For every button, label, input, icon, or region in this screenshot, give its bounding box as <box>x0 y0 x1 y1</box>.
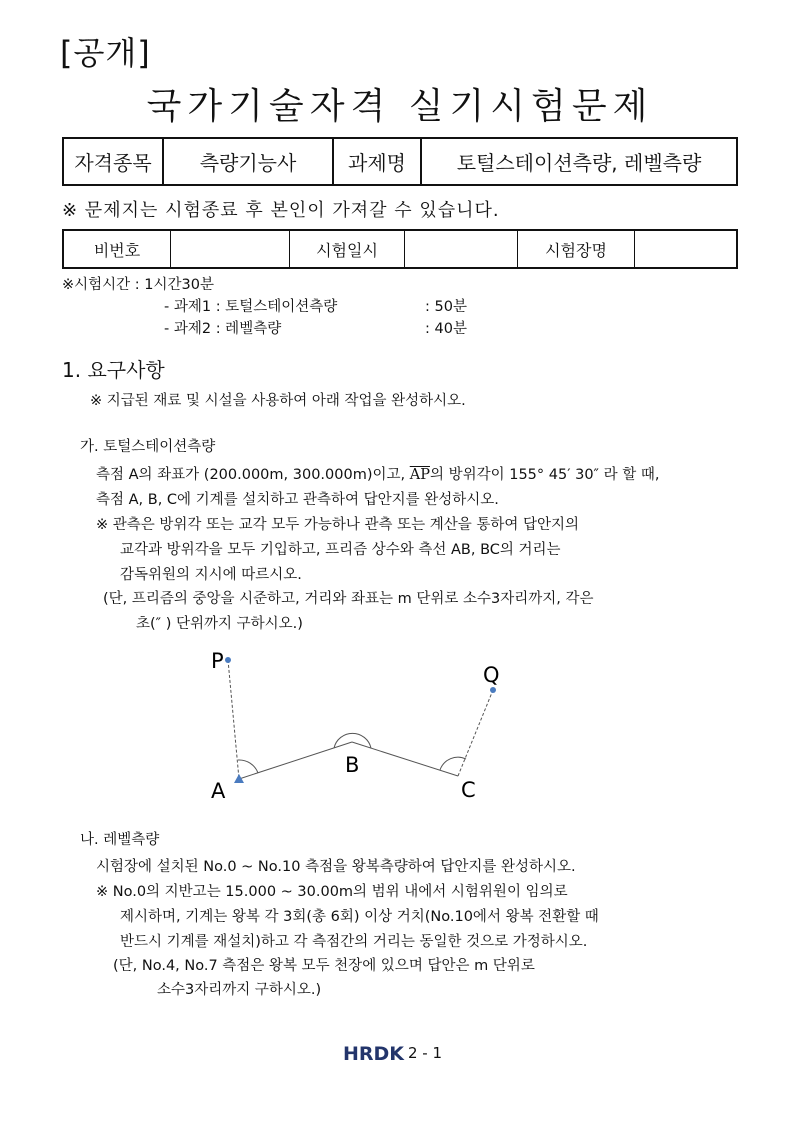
part-a-line1-post: 의 방위각이 155° 45′ 30″ 라 할 때, <box>429 467 660 483</box>
point-q-marker <box>490 687 496 693</box>
exam-place-label: 시험장명 <box>518 230 635 268</box>
part-a-note3: 감독위원의 지시에 따르시오. <box>120 567 302 583</box>
notice-text: ※ 문제지는 시험종료 후 본인이 가져갈 수 있습니다. <box>62 200 500 221</box>
task1-time-line: - 과제1 : 토털스테이션측량 <box>164 299 338 315</box>
section-intro: ※ 지급된 재료 및 시설을 사용하여 아래 작업을 완성하시오. <box>90 393 466 409</box>
point-p-marker <box>225 657 231 663</box>
part-a-note4: (단, 프리즘의 중앙을 시준하고, 거리와 좌표는 m 단위로 소수3자리까지, 각은 <box>103 591 594 607</box>
station-a-marker <box>234 774 244 783</box>
task2-time-value: : 40분 <box>425 321 467 337</box>
label-p: P <box>211 649 224 673</box>
angle-arc-c <box>440 757 466 770</box>
disclosure-label: [공개] <box>60 34 151 72</box>
section-title: 1. 요구사항 <box>62 358 165 382</box>
label-a: A <box>211 779 226 803</box>
part-a-line2: 측점 A, B, C에 기계를 설치하고 관측하여 답안지를 완성하시오. <box>96 492 499 508</box>
line-ap <box>228 660 239 779</box>
part-b-note5: 소수3자리까지 구하시오.) <box>157 982 322 998</box>
page-number: 2 - 1 <box>408 1044 443 1062</box>
exam-date-label: 시험일시 <box>290 230 405 268</box>
part-b-note1: ※ No.0의 지반고는 15.000 ~ 30.00m의 범위 내에서 시험위원이 임의로 <box>96 884 568 900</box>
part-a-note5: 초(″ ) 단위까지 구하시오.) <box>136 616 303 632</box>
ap-line-symbol: $\overline{AP}$ <box>409 467 430 483</box>
part-a-title: 가. 토털스테이션측량 <box>80 439 216 455</box>
part-b-note3: 반드시 기계를 재설치)하고 각 측점간의 거리는 동일한 것으로 가정하시오. <box>120 934 588 950</box>
part-b-note2: 제시하며, 기계는 왕복 각 3회(총 6회) 이상 거치(No.10에서 왕복 전환할 때 <box>120 909 599 925</box>
angle-arc-a <box>238 760 258 773</box>
label-b: B <box>345 753 360 777</box>
part-a-line1-pre: 측점 A의 좌표가 (200.000m, 300.000m)이고, <box>96 467 410 483</box>
exam-time-line: ※시험시간 : 1시간30분 <box>62 277 214 293</box>
hrdk-logo: HRDK <box>343 1043 405 1065</box>
label-q: Q <box>483 663 500 687</box>
part-b-note4: (단, No.4, No.7 측점은 왕복 모두 천장에 있으며 답안은 m 단위로 <box>113 958 535 974</box>
task1-time-value: : 50분 <box>425 299 467 315</box>
part-a-note2: 교각과 방위각을 모두 기입하고, 프리즘 상수와 측선 AB, BC의 거리는 <box>120 542 561 558</box>
label-c: C <box>461 778 476 802</box>
task2-time-line: - 과제2 : 레벨측량 <box>164 321 282 337</box>
line-ab <box>239 742 352 779</box>
part-a-note1: ※ 관측은 방위각 또는 교각 모두 가능하나 관측 또는 계산을 통하여 답안지의 <box>96 517 580 533</box>
qualification-label: 자격종목 <box>63 138 163 185</box>
document-title: 국가기술자격 실기시험문제 <box>146 86 654 127</box>
task-value: 토털스테이션측량, 레벨측량 <box>421 138 737 185</box>
part-b-title: 나. 레벨측량 <box>80 832 160 848</box>
exam-id-label: 비번호 <box>63 230 171 268</box>
task-label: 과제명 <box>333 138 421 185</box>
qualification-value: 측량기능사 <box>163 138 333 185</box>
line-bc <box>352 742 458 776</box>
line-cq <box>458 690 493 776</box>
part-b-line1: 시험장에 설치된 No.0 ~ No.10 측점을 왕복측량하여 답안지를 완성하시오. <box>96 859 576 875</box>
